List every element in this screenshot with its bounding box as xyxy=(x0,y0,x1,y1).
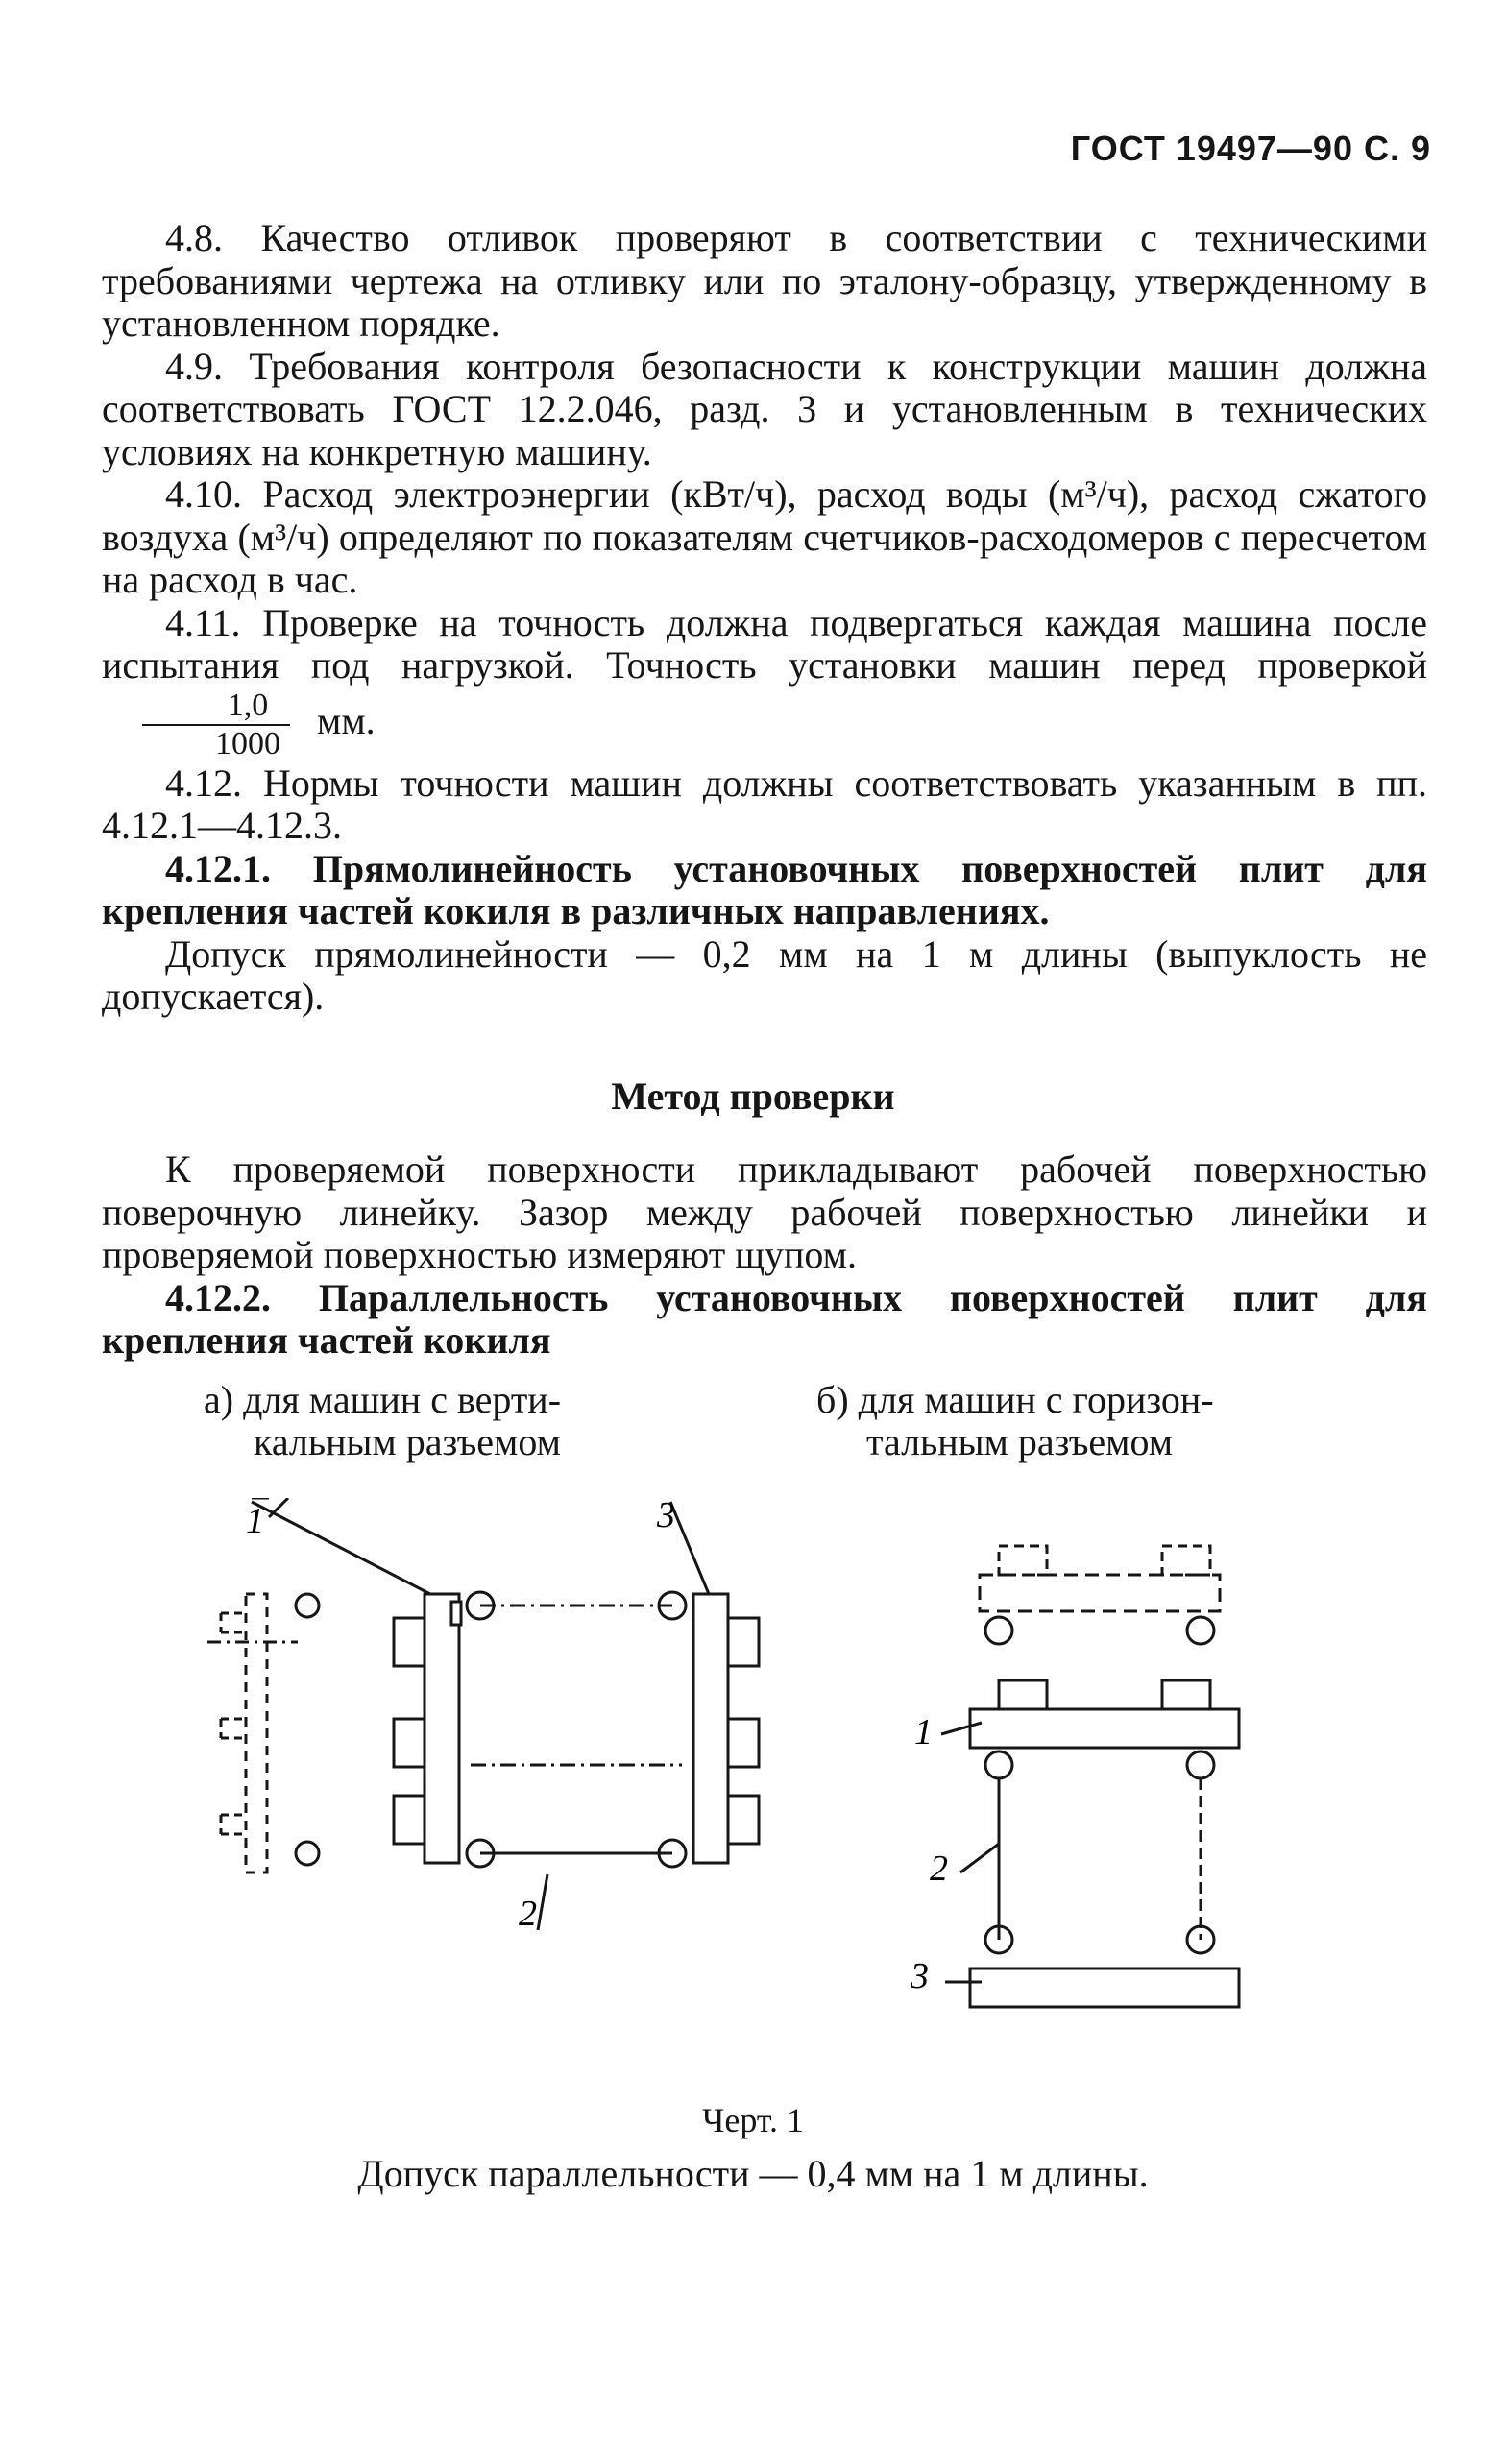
caption-a-line-1: а) для машин с верти- xyxy=(204,1378,562,1421)
label-3: 3 xyxy=(657,1498,675,1535)
plate-1 xyxy=(425,1594,459,1863)
paragraph-4-10: 4.10. Расход электроэнергии (кВт/ч), расход воды (м³/ч), расход сжатого воздуха (м³/ч) определяют по показателям счетчиков-расходомеров с пересчетом на расход в час. xyxy=(102,472,1427,601)
paragraph-4-11-text: 4.11. Проверке на точность должна подвергаться каждая машина после испытания под нагрузкой. Точность установки машин перед проверкой xyxy=(102,600,1427,687)
ghost-bosses xyxy=(221,1613,246,1834)
paragraph-4-12: 4.12. Нормы точности машин должны соответствовать указанным в пп. 4.12.1—4.12.3. xyxy=(102,761,1427,847)
leader-3 xyxy=(670,1502,709,1594)
boss xyxy=(394,1796,425,1844)
diagram-horizontal xyxy=(893,1517,1297,2074)
paragraph-4-12-1-title: 4.12.1. Прямолинейность установочных поверхностей плит для крепления частей кокиля в различных направлениях. xyxy=(102,846,1427,932)
indicator-head xyxy=(296,1594,319,1617)
page-header: ГОСТ 19497—90 С. 9 xyxy=(1070,129,1431,168)
caption-b-line-2: тальным разъемом xyxy=(866,1420,1174,1463)
label-2: 2 xyxy=(930,1848,948,1889)
plate-3 xyxy=(693,1594,728,1863)
ghost-plate xyxy=(246,1594,267,1872)
leader-1 xyxy=(941,1723,982,1734)
caption-a xyxy=(204,1379,561,1463)
boss xyxy=(728,1719,759,1767)
label-2: 2 xyxy=(519,1894,537,1934)
caption-b-line-1: б) для машин с горизон- xyxy=(816,1378,1214,1421)
label-1: 1 xyxy=(914,1712,933,1752)
plate-1 xyxy=(970,1709,1239,1748)
paragraph-4-11 xyxy=(102,602,1427,762)
parallelism-tolerance: Допуск параллельности — 0,4 мм на 1 м длины. xyxy=(357,2152,1149,2195)
unit-mm: мм. xyxy=(317,698,376,742)
leader-1 xyxy=(252,1502,430,1594)
boss xyxy=(1162,1680,1210,1709)
indicator-head xyxy=(1187,1617,1214,1644)
method-block xyxy=(102,1148,1427,1363)
boss xyxy=(728,1618,759,1666)
indicator-head xyxy=(985,1751,1012,1778)
indicator-head xyxy=(985,1617,1012,1644)
figure-caption: Черт. 1 xyxy=(702,2101,804,2139)
boss xyxy=(728,1796,759,1844)
fraction-numerator: 1,0 xyxy=(142,688,290,726)
paragraph-4-8: 4.8. Качество отливок проверяют в соответствии с техническими требованиями чертежа на отливку или по эталону-образцу, утвержденному в установленном порядке. xyxy=(102,216,1427,345)
body-text-block xyxy=(102,217,1427,1019)
caption-a-line-2: кальным разъемом xyxy=(254,1420,561,1463)
plate-3 xyxy=(970,1969,1239,2007)
label-3: 3 xyxy=(911,1956,929,1996)
label-1: 1 xyxy=(246,1501,264,1541)
fraction-denominator: 1000 xyxy=(215,725,280,761)
method-text: К проверяемой поверхности прикладывают рабочей поверхностью поверочную линейку. Зазор между рабочей поверхностью линейки и проверяемой поверхностью измеряют щупом. xyxy=(102,1147,1427,1276)
fraction xyxy=(142,688,290,762)
leader-2 xyxy=(960,1844,999,1872)
leader-2 xyxy=(538,1874,547,1930)
boss xyxy=(999,1680,1047,1709)
boss xyxy=(394,1719,425,1767)
indicator-head xyxy=(1187,1751,1214,1778)
paragraph-4-12-1-tolerance: Допуск прямолинейности — 0,2 мм на 1 м длины (выпуклость не допускается). xyxy=(102,931,1427,1018)
paragraph-4-9: 4.9. Требования контроля безопасности к конструкции машин должна соответствовать ГОСТ 12.2.046, разд. 3 и установленным в технических условиях на конкретную машину. xyxy=(102,344,1427,473)
diagram-vertical xyxy=(192,1498,788,1940)
indicator-head xyxy=(296,1842,319,1865)
caption-b xyxy=(816,1379,1214,1463)
ghost-plate xyxy=(980,1575,1220,1611)
method-heading: Метод проверки xyxy=(611,1075,895,1118)
paragraph-4-12-2-title: 4.12.2. Параллельность установочных поверхностей плит для крепления частей кокиля xyxy=(102,1275,1427,1362)
boss xyxy=(394,1618,425,1666)
